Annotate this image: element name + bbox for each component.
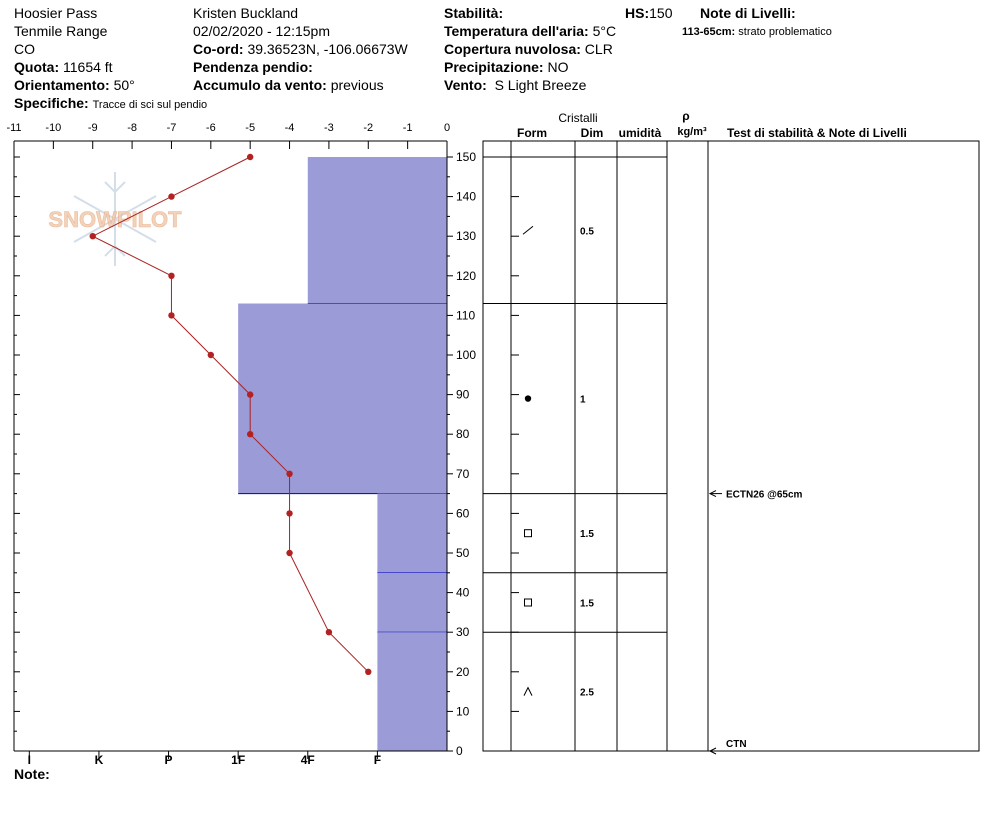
stability-test-label: CTN <box>726 739 747 750</box>
temperature-point <box>168 193 174 199</box>
temperature-point <box>168 273 174 279</box>
cloud-label: Copertura nuvolosa: <box>444 41 581 57</box>
coord-value: 39.36523N, -106.06673W <box>247 41 408 57</box>
temperature-tick-label: -10 <box>45 122 62 134</box>
depth-tick-label: 30 <box>456 625 470 640</box>
temperature-point <box>247 391 253 397</box>
depth-tick-label: 130 <box>456 229 477 244</box>
wind-value: S Light Breeze <box>494 77 587 93</box>
range: Tenmile Range <box>14 23 108 39</box>
temperature-tick-label: -7 <box>166 122 177 134</box>
temperature-tick-label: -9 <box>87 122 98 134</box>
temperature-point <box>90 233 96 239</box>
hs-label: HS: <box>625 5 650 21</box>
wind-load-value: previous <box>330 77 384 93</box>
hardness-tick-label: 4F <box>300 753 315 767</box>
crystal-size-label: 1.5 <box>580 529 594 541</box>
slope-label: Pendenza pendio: <box>193 59 313 75</box>
hardness-bar <box>308 157 447 304</box>
datetime: 02/02/2020 - 12:15pm <box>193 23 330 39</box>
form-header: Form <box>517 126 547 140</box>
stability-label: Stabilità: <box>444 5 504 21</box>
crystal-form-precip-particles-icon <box>523 226 533 234</box>
temperature-point <box>247 154 253 160</box>
depth-tick-label: 20 <box>456 664 470 679</box>
layer-note-text: strato problematico <box>738 26 832 38</box>
density-header: kg/m³ <box>677 126 707 138</box>
hardness-bar <box>377 573 447 632</box>
crystal-form-faceted-icon <box>525 530 532 537</box>
rho-header: ρ <box>682 109 690 123</box>
state: CO <box>14 41 35 57</box>
temperature-point <box>286 550 292 556</box>
specifics-value: Tracce di sci sul pendio <box>92 99 208 111</box>
moisture-header: umidità <box>618 126 662 140</box>
crystals-header: Cristalli <box>558 111 598 125</box>
temperature-tick-label: -11 <box>6 122 22 134</box>
hs-value: 150 <box>649 5 673 21</box>
hardness-bar <box>238 304 447 494</box>
depth-tick-label: 80 <box>456 427 470 442</box>
wind-label: Vento: <box>444 77 487 93</box>
temperature-point <box>208 352 214 358</box>
size-header: Dim <box>580 126 604 140</box>
temperature-tick-label: -2 <box>363 122 374 134</box>
temperature-tick-label: -3 <box>324 122 334 134</box>
temperature-tick-label: -8 <box>127 122 137 134</box>
layer-notes-title: Note di Livelli: <box>700 5 796 21</box>
stability-test-label: ECTN26 @65cm <box>726 489 803 501</box>
temperature-point <box>365 669 371 675</box>
depth-tick-label: 0 <box>456 744 463 758</box>
depth-tick-label: 150 <box>456 150 477 164</box>
crystal-size-label: 2.5 <box>580 687 594 699</box>
temperature-tick-label: -1 <box>402 122 413 134</box>
aspect-value: 50° <box>113 77 135 93</box>
temperature-tick-label: 0 <box>443 122 451 134</box>
depth-tick-label: 140 <box>456 189 477 204</box>
depth-tick-label: 100 <box>456 348 477 362</box>
temperature-tick-label: -4 <box>284 122 295 134</box>
depth-tick-label: 120 <box>456 268 477 283</box>
temperature-tick-label: -6 <box>205 122 216 134</box>
temperature-point <box>168 312 174 318</box>
temperature-tick-label: -5 <box>245 122 256 134</box>
depth-tick-label: 90 <box>456 387 470 402</box>
hardness-tick-label: F <box>373 753 382 767</box>
air-temp-value: 5°C <box>592 23 617 39</box>
crystal-size-label: 1.5 <box>580 598 594 610</box>
crystal-form-faceted-icon <box>525 599 532 606</box>
depth-tick-label: 70 <box>456 466 470 481</box>
depth-tick-label: 40 <box>456 585 470 600</box>
elevation-value: 11654 ft <box>63 59 113 75</box>
precip-value: NO <box>547 59 569 75</box>
layers-table-frame <box>483 141 979 751</box>
hardness-tick-label: K <box>94 753 104 767</box>
layer-note-range: 113-65cm: <box>682 26 736 38</box>
hardness-bar <box>377 632 447 751</box>
cloud-value: CLR <box>584 41 613 57</box>
hardness-tick-label: 1F <box>231 753 246 767</box>
temperature-point <box>286 510 292 516</box>
crystal-size-label: 1 <box>580 394 586 406</box>
coord-label: Co-ord: <box>193 41 244 57</box>
observer: Kristen Buckland <box>193 5 299 21</box>
elevation-label: Quota: <box>14 59 60 75</box>
temperature-point <box>326 629 332 635</box>
note-label: Note: <box>14 766 50 782</box>
tests-header: Test di stabilità & Note di Livelli <box>727 126 907 140</box>
precip-label: Precipitazione: <box>444 59 544 75</box>
hardness-bar <box>377 494 447 573</box>
aspect-label: Orientamento: <box>14 77 110 93</box>
depth-tick-label: 50 <box>456 546 470 560</box>
temperature-point <box>286 471 292 477</box>
depth-tick-label: 10 <box>456 704 470 719</box>
crystal-form-rounded-grains-icon <box>525 395 531 401</box>
specifics-label: Specifiche: <box>14 95 89 111</box>
location: Hoosier Pass <box>14 5 98 21</box>
air-temp-label: Temperatura dell'aria: <box>444 23 589 39</box>
temperature-point <box>247 431 253 437</box>
crystal-form-depth-hoar-icon <box>524 688 532 696</box>
wind-load-label: Accumulo da vento: <box>193 77 327 93</box>
crystal-size-label: 0.5 <box>580 226 594 238</box>
depth-tick-label: 60 <box>456 506 470 521</box>
hardness-tick-label: I <box>27 753 31 767</box>
depth-tick-label: 110 <box>456 308 476 323</box>
hardness-tick-label: P <box>164 753 173 767</box>
watermark-text: SNOWPILOT <box>48 207 182 232</box>
